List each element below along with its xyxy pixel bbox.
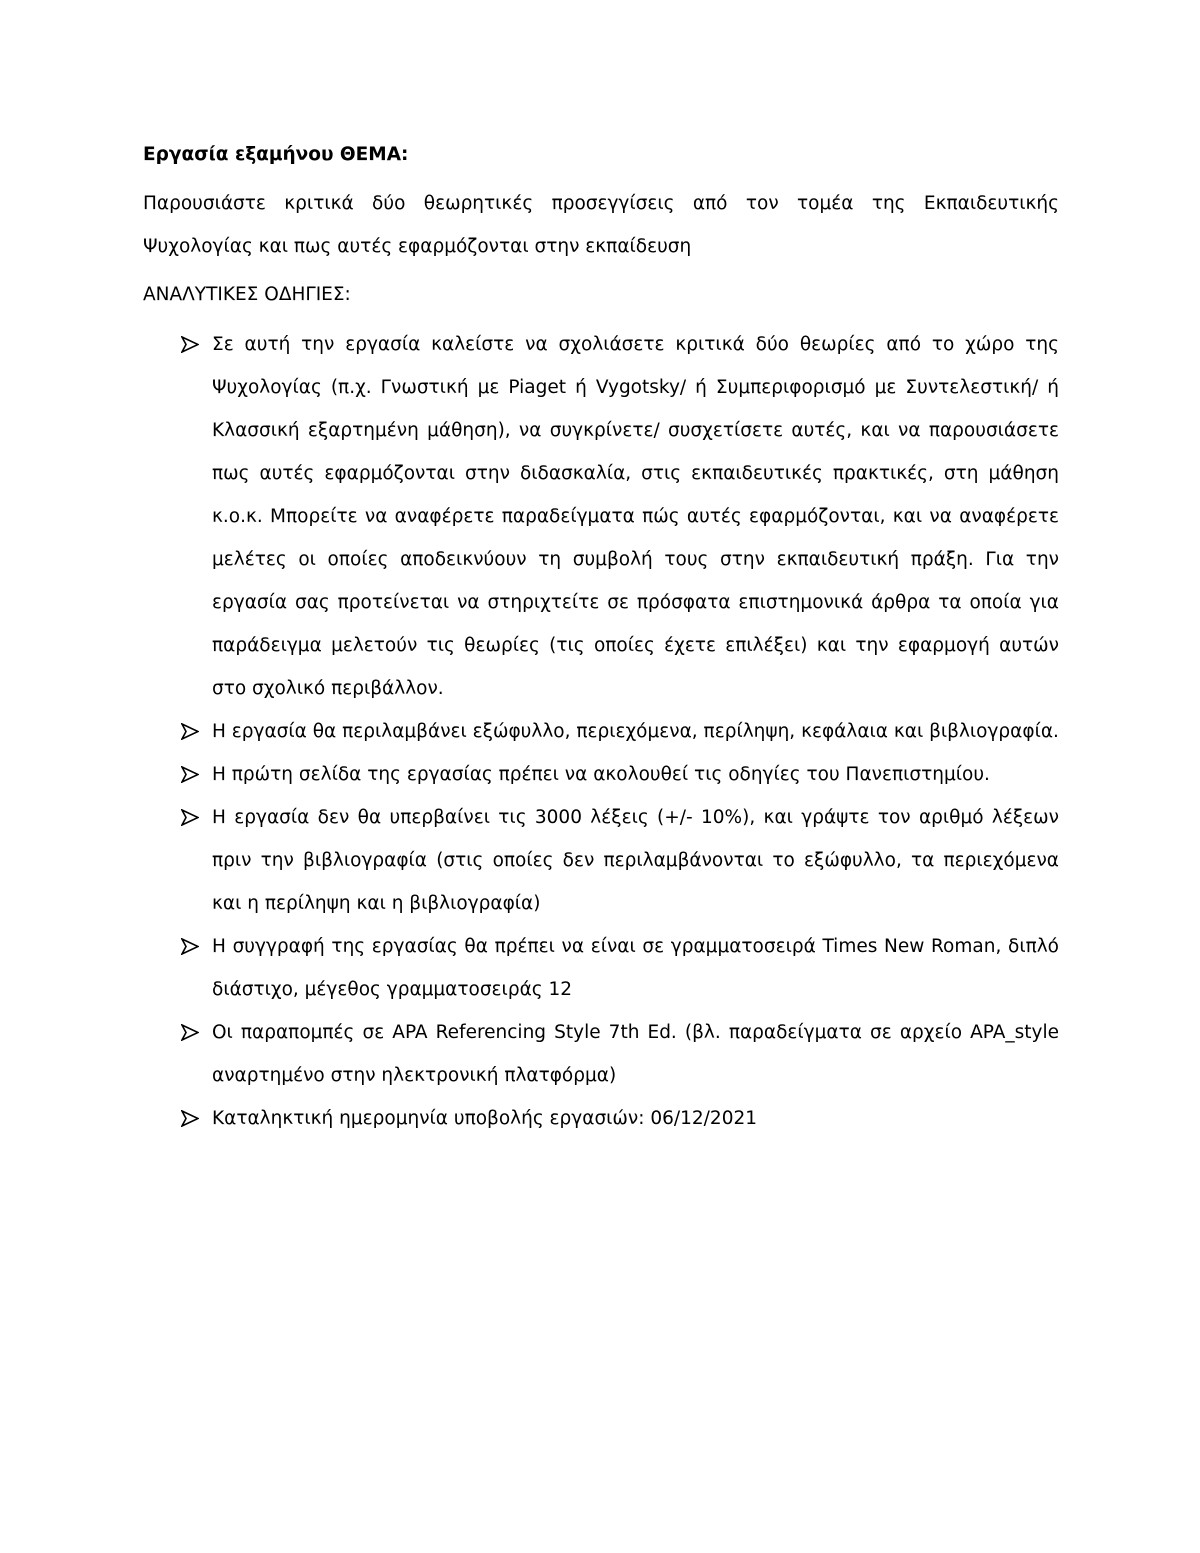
instruction-item [143,323,1059,710]
instruction-item [143,710,1059,753]
instruction-text: Η εργασία δεν θα υπερβαίνει τις 3000 λέξεις (+/- 10%), και γράψτε τον αριθμό λέξεων πριν την βιβλιογραφία (στις οποίες δεν περιλαμβάνονται το εξώφυλλο, τα περιεχόμενα και η περίληψη και η βιβλιογραφία) [212,807,1059,914]
arrowhead-bullet-icon [181,323,199,366]
arrowhead-bullet-icon [181,1011,199,1054]
arrowhead-bullet-icon [181,925,199,968]
instruction-item [143,925,1059,1011]
document-content [143,140,1059,1140]
instruction-text: Οι παραπομπές σε APA Referencing Style 7th Ed. (βλ. παραδείγματα σε αρχείο APA_style αναρτημένο στην ηλεκτρονική πλατφόρμα) [212,1022,1059,1086]
assignment-title: Εργασία εξαμήνου ΘΕΜΑ: [143,144,409,165]
instruction-text: Καταληκτική ημερομηνία υποβολής εργασιών: 06/12/2021 [212,1108,758,1129]
instruction-text: Η πρώτη σελίδα της εργασίας πρέπει να ακολουθεί τις οδηγίες του Πανεπιστημίου. [212,764,990,785]
arrowhead-bullet-icon [181,1097,199,1140]
instruction-text: Η εργασία θα περιλαμβάνει εξώφυλλο, περιεχόμενα, περίληψη, κεφάλαια και βιβλιογραφία. [212,721,1059,742]
instruction-item [143,796,1059,925]
arrowhead-bullet-icon [181,710,199,753]
instruction-item [143,753,1059,796]
instruction-item [143,1011,1059,1097]
arrowhead-bullet-icon [181,753,199,796]
assignment-topic: Παρουσιάστε κριτικά δύο θεωρητικές προσεγγίσεις από τον τομέα της Εκπαιδευτικής Ψυχολογίας και πως αυτές εφαρμόζονται στην εκπαίδευση [143,193,1059,257]
instruction-text: Σε αυτή την εργασία καλείστε να σχολιάσετε κριτικά δύο θεωρίες από το χώρο της Ψυχολογίας (π.χ. Γνωστική με Piaget ή Vygotsky/ ή Συμπεριφορισμό με Συντελεστική/ ή Κλασσική εξαρτημένη μάθηση), να συγκρίνετε/ συσχετίσετε αυτές, και να παρουσιάσετε πως αυτές εφαρμόζονται στην διδασκαλία, στις εκπαιδευτικές πρακτικές, στη μάθηση κ.ο.κ. Μπορείτε να αναφέρετε παραδείγματα πώς αυτές εφαρμόζονται, και να αναφέρετε μελέτες οι οποίες αποδεικνύουν τη συμβολή τους στην εκπαιδευτική πράξη. Για την εργασία σας προτείνεται να στηριχτείτε σε πρόσφατα επιστημονικά άρθρα τα οποία για παράδειγμα μελετούν τις θεωρίες (τις οποίες έχετε επιλέξει) και την εφαρμογή αυτών στο σχολικό περιβάλλον. [212,334,1059,699]
arrowhead-bullet-icon [181,796,199,839]
instructions-heading: ΑΝΑΛΥΤΙΚΕΣ ΟΔΗΓΙΕΣ: [143,284,351,305]
instruction-text: Η συγγραφή της εργασίας θα πρέπει να είναι σε γραμματοσειρά Times New Roman, διπλό διάστιχο, μέγεθος γραμματοσειράς 12 [212,936,1059,1000]
instruction-item [143,1097,1059,1140]
instructions-list [143,323,1059,1140]
